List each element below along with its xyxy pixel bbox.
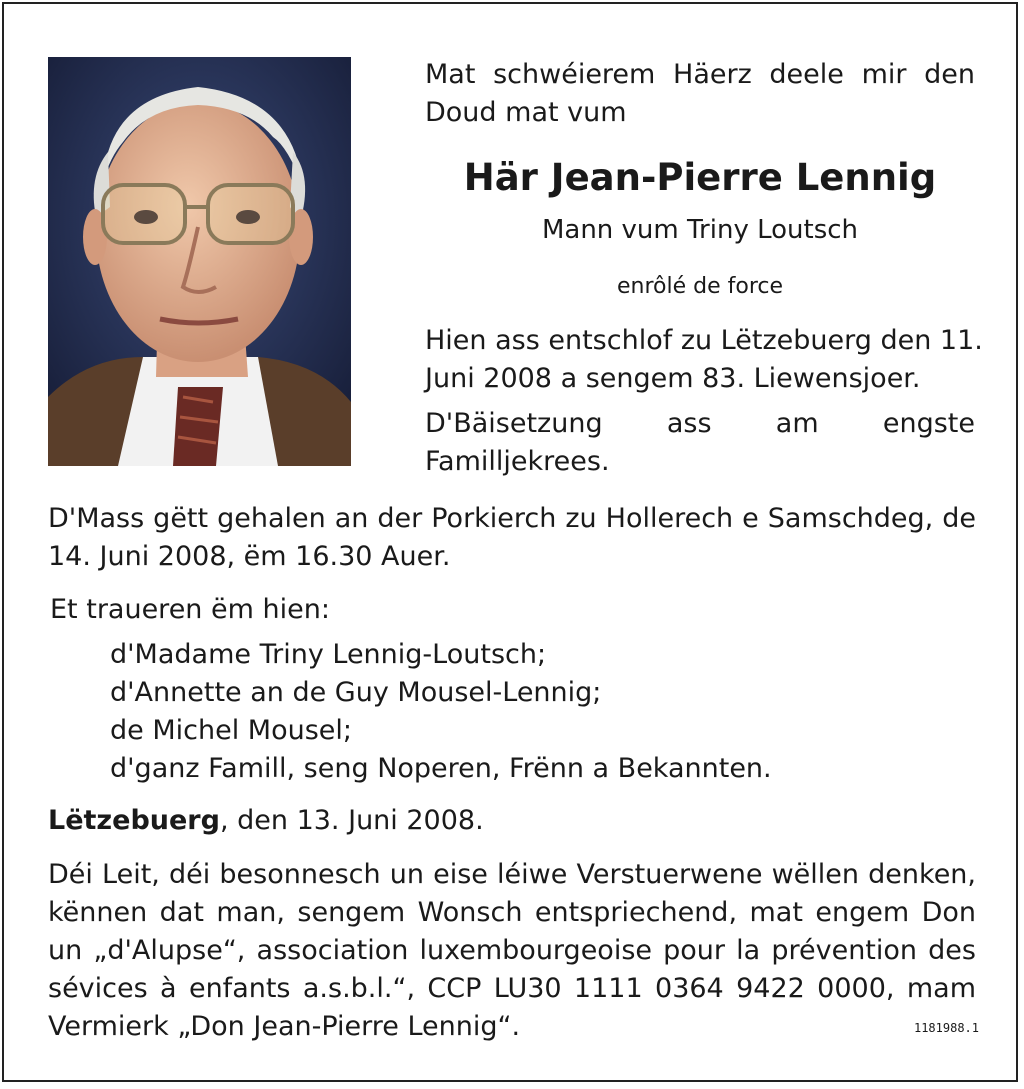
signoff-place: Lëtzebuerg bbox=[48, 805, 220, 836]
portrait-photo bbox=[48, 57, 351, 466]
deceased-name: Här Jean-Pierre Lennig bbox=[463, 156, 937, 199]
enrole-line: enrôlé de force bbox=[616, 274, 784, 299]
donation-line: sévices à enfants a.s.b.l.“, CCP LU30 1111 0364 9422 0000, mam bbox=[48, 973, 976, 1004]
mourner-item: d'Madame Triny Lennig-Loutsch; bbox=[110, 639, 547, 670]
intro-text bbox=[425, 56, 975, 132]
burial-line-1: D'Bäisetzung ass am engste bbox=[425, 408, 975, 439]
donation-line: Déi Leit, déi besonnesch un eise léiwe Verstuerwene wëllen denken, bbox=[48, 859, 976, 890]
mourner-item: d'ganz Famill, seng Noperen, Frënn a Bekannten. bbox=[110, 753, 772, 784]
intro-line-2: Doud mat vum bbox=[425, 97, 627, 128]
intro-line-1: Mat schwéierem Häerz deele mir den bbox=[425, 59, 975, 90]
mourners-title: Et traueren ëm hien: bbox=[50, 594, 330, 625]
signoff-line bbox=[48, 802, 484, 840]
spouse-line: Mann vum Triny Loutsch bbox=[541, 215, 859, 245]
donation-line: un „d'Alupse“, association luxembourgeoise pour la prévention des bbox=[48, 935, 976, 966]
mass-text bbox=[48, 500, 976, 576]
donation-line: kënnen dat man, sengem Wonsch entspriechend, mat engem Don bbox=[48, 897, 976, 928]
burial-text bbox=[425, 405, 975, 481]
signoff-date: , den 13. Juni 2008. bbox=[219, 805, 484, 836]
donation-text bbox=[48, 856, 976, 1046]
mass-line-1: D'Mass gëtt gehalen an der Porkierch zu Hollerech e Samschdeg, de bbox=[48, 503, 976, 534]
reference-number: 1181988.1 bbox=[913, 1021, 979, 1035]
mourner-item: de Michel Mousel; bbox=[110, 715, 352, 746]
mass-line-2: 14. Juni 2008, ëm 16.30 Auer. bbox=[48, 541, 451, 572]
burial-line-2: Familljekrees. bbox=[425, 446, 610, 477]
passed-line-1: Hien ass entschlof zu Lëtzebuerg den 11. bbox=[425, 325, 983, 356]
mourner-item: d'Annette an de Guy Mousel-Lennig; bbox=[110, 677, 602, 708]
passed-away-text bbox=[425, 322, 983, 398]
donation-line: Vermierk „Don Jean-Pierre Lennig“. bbox=[48, 1011, 521, 1042]
passed-line-2: Juni 2008 a sengem 83. Liewensjoer. bbox=[425, 363, 921, 394]
